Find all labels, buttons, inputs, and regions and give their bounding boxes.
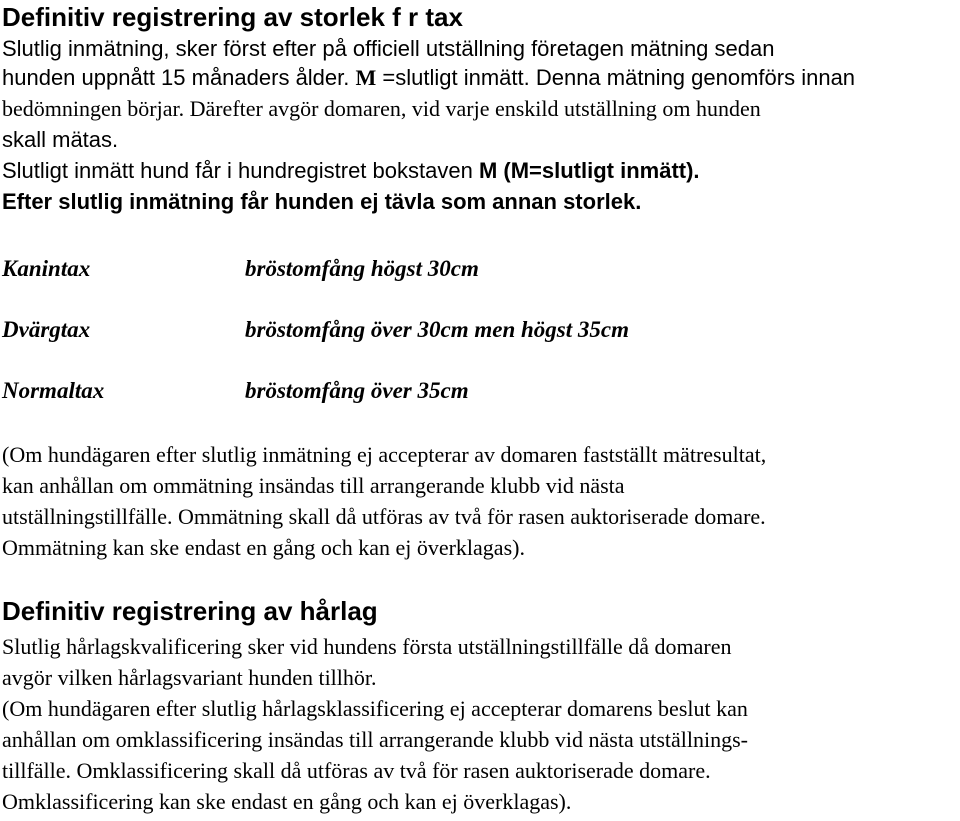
size-paragraph-line-6: Efter slutlig inmätning får hunden ej tävla som annan storlek. (2, 189, 642, 214)
size-paragraph-line-4: skall mätas. (2, 127, 119, 152)
size-paragraph-line-5 (2, 157, 700, 185)
size-description-normaltax: bröstomfång över 35cm (245, 378, 469, 403)
coat-paragraph-line-1: Slutlig hårlagskvalificering sker vid hundens första utställningstillfälle då domaren (2, 634, 732, 659)
size-note-line-4: Ommätning kan ske endast en gång och kan ej överklagas). (2, 535, 525, 560)
coat-section-heading: Definitiv registrering av hårlag (2, 596, 378, 626)
size-paragraph-line-3: bedömningen börjar. Därefter avgör domaren, vid varje enskild utställning om hunden (2, 96, 761, 121)
size-section-heading: Definitiv registrering av storlek f r tax (2, 2, 463, 32)
measured-letter-definition: M (M=slutligt inmätt). (478, 158, 700, 183)
size-description-kanintax: bröstomfång högst 30cm (245, 256, 479, 281)
size-note-line-1: (Om hundägaren efter slutlig inmätning ej accepterar av domaren fastställt mätresultat, (2, 442, 767, 467)
size-paragraph-line-1: Slutlig inmätning, sker först efter på officiell utställning företagen mätning sedan (2, 36, 775, 61)
size-paragraph-line-2-start: hunden uppnått 15 månaders ålder. (2, 65, 356, 90)
coat-paragraph-line-6: Omklassificering kan ske endast en gång och kan ej överklagas). (2, 789, 572, 814)
coat-paragraph-line-4: anhållan om omklassificering insändas till arrangerande klubb vid nästa utställnings- (2, 727, 748, 752)
coat-paragraph-line-3: (Om hundägaren efter slutlig hårlagsklassificering ej accepterar domarens beslut kan (2, 696, 748, 721)
size-note-line-2: kan anhållan om ommätning insändas till arrangerande klubb vid nästa (2, 473, 625, 498)
size-paragraph-line-2-end: =slutligt inmätt. Denna mätning genomförs innan (376, 65, 856, 90)
measured-letter-m: M (355, 65, 377, 90)
size-name-normaltax: Normaltax (2, 378, 105, 403)
size-description-dvargtax: bröstomfång över 30cm men högst 35cm (245, 317, 629, 342)
size-paragraph-line-2 (2, 64, 855, 92)
coat-paragraph-line-2: avgör vilken hårlagsvariant hunden tillhör. (2, 665, 377, 690)
size-name-kanintax: Kanintax (2, 256, 91, 281)
coat-paragraph-line-5: tillfälle. Omklassificering skall då utföras av två för rasen auktoriserade domare. (2, 758, 711, 783)
size-name-dvargtax: Dvärgtax (2, 317, 91, 342)
size-note-line-3: utställningstillfälle. Ommätning skall då utföras av två för rasen auktoriserade domare. (2, 504, 766, 529)
size-paragraph-line-5-start: Slutligt inmätt hund får i hundregistret bokstaven (2, 158, 479, 183)
